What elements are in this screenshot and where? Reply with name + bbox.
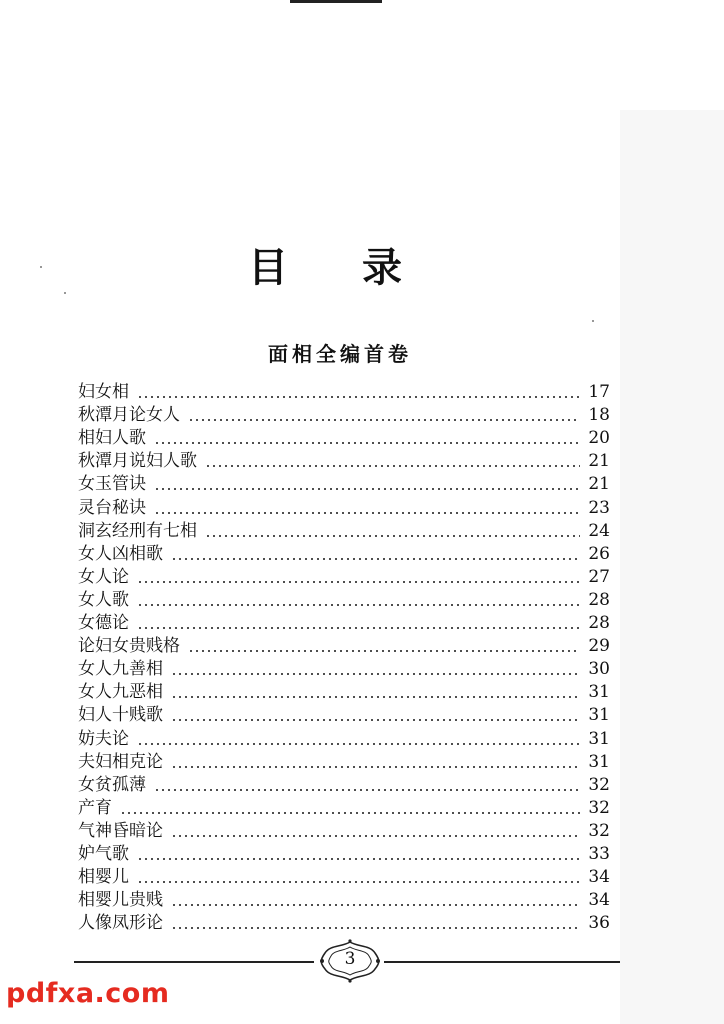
toc-entry (78, 681, 610, 704)
footer-rule-right (384, 961, 620, 963)
table-of-contents (78, 381, 610, 935)
toc-entry (78, 404, 610, 427)
toc-leader-dots (137, 396, 580, 398)
toc-entry-title: 妇女相 (78, 382, 129, 403)
toc-entry-title: 相婴儿 (78, 867, 129, 888)
toc-leader-dots (137, 881, 580, 883)
toc-entry (78, 566, 610, 589)
toc-entry-page: 34 (588, 867, 610, 888)
toc-entry (78, 658, 610, 681)
toc-entry (78, 820, 610, 843)
toc-entry-page: 27 (588, 566, 610, 587)
toc-entry-title: 女玉管诀 (78, 474, 146, 495)
toc-entry-title: 女人论 (78, 566, 129, 587)
page-title: 目 录 (248, 244, 432, 291)
toc-entry (78, 797, 610, 820)
toc-entry-title: 洞玄经刑有七相 (78, 520, 197, 541)
toc-leader-dots (188, 650, 580, 652)
toc-entry-title: 产育 (78, 797, 112, 818)
toc-entry (78, 751, 610, 774)
top-edge-mark (290, 0, 382, 3)
toc-leader-dots (171, 719, 580, 721)
section-title: 面相全编首卷 (268, 342, 412, 366)
toc-entry-page: 34 (588, 890, 610, 911)
toc-entry-page: 23 (588, 497, 610, 518)
toc-entry-title: 灵台秘诀 (78, 497, 146, 518)
toc-entry-page: 29 (588, 636, 610, 657)
toc-leader-dots (205, 465, 580, 467)
toc-entry-title: 相妇人歌 (78, 428, 146, 449)
toc-entry-page: 33 (588, 843, 610, 864)
toc-entry (78, 635, 610, 658)
toc-entry (78, 450, 610, 473)
toc-entry-title: 女贫孤薄 (78, 774, 146, 795)
toc-entry-page: 36 (588, 913, 610, 934)
toc-entry-title: 夫妇相克论 (78, 751, 163, 772)
toc-entry-page: 28 (588, 589, 610, 610)
toc-entry-page: 32 (588, 820, 610, 841)
toc-entry (78, 496, 610, 519)
toc-entry-page: 21 (588, 451, 610, 472)
toc-entry-page: 31 (588, 751, 610, 772)
toc-entry-title: 人像凤形论 (78, 913, 163, 934)
toc-leader-dots (171, 696, 580, 698)
toc-entry-title: 妨夫论 (78, 728, 129, 749)
toc-entry-title: 秋潭月说妇人歌 (78, 451, 197, 472)
toc-entry (78, 774, 610, 797)
toc-leader-dots (171, 927, 580, 929)
toc-entry-title: 女德论 (78, 613, 129, 634)
toc-entry (78, 381, 610, 404)
toc-entry-page: 28 (588, 613, 610, 634)
toc-entry-title: 女人凶相歌 (78, 543, 163, 564)
toc-leader-dots (171, 673, 580, 675)
toc-entry-page: 18 (588, 405, 610, 426)
toc-leader-dots (137, 581, 580, 583)
watermark: pdfxa.com (6, 978, 170, 1009)
toc-entry (78, 704, 610, 727)
toc-entry-page: 20 (588, 428, 610, 449)
toc-entry (78, 612, 610, 635)
toc-entry-page: 21 (588, 474, 610, 495)
toc-leader-dots (120, 812, 580, 814)
toc-entry (78, 912, 610, 935)
toc-entry-page: 31 (588, 705, 610, 726)
toc-leader-dots (137, 627, 580, 629)
toc-leader-dots (171, 835, 580, 837)
toc-entry-title: 相婴儿贵贱 (78, 890, 163, 911)
toc-entry (78, 473, 610, 496)
toc-entry (78, 543, 610, 566)
toc-entry (78, 843, 610, 866)
toc-entry-title: 气神昏暗论 (78, 820, 163, 841)
toc-leader-dots (171, 558, 580, 560)
toc-entry-page: 26 (588, 543, 610, 564)
page-number: 3 (344, 949, 356, 969)
scan-speck (40, 266, 42, 268)
toc-leader-dots (171, 766, 580, 768)
toc-entry-page: 32 (588, 774, 610, 795)
toc-entry (78, 889, 610, 912)
toc-entry-page: 24 (588, 520, 610, 541)
toc-entry-title: 女人九恶相 (78, 682, 163, 703)
scan-speck (64, 292, 66, 294)
toc-leader-dots (154, 442, 580, 444)
toc-entry-title: 女人歌 (78, 589, 129, 610)
toc-leader-dots (188, 419, 580, 421)
toc-entry-page: 31 (588, 728, 610, 749)
toc-entry (78, 427, 610, 450)
toc-leader-dots (137, 858, 580, 860)
toc-leader-dots (137, 604, 580, 606)
footer-rule-left (74, 961, 314, 963)
toc-entry-title: 秋潭月论女人 (78, 405, 180, 426)
toc-entry-page: 31 (588, 682, 610, 703)
toc-entry (78, 520, 610, 543)
toc-leader-dots (171, 904, 580, 906)
toc-leader-dots (205, 535, 580, 537)
toc-leader-dots (154, 512, 580, 514)
scan-speck (592, 320, 594, 322)
toc-entry-page: 32 (588, 797, 610, 818)
toc-leader-dots (154, 789, 580, 791)
toc-entry-title: 妇人十贱歌 (78, 705, 163, 726)
toc-entry-page: 17 (588, 382, 610, 403)
toc-entry (78, 866, 610, 889)
toc-entry-title: 女人九善相 (78, 659, 163, 680)
toc-entry-title: 论妇女贵贱格 (78, 636, 180, 657)
toc-leader-dots (154, 488, 580, 490)
toc-entry (78, 589, 610, 612)
toc-entry-title: 妒气歌 (78, 843, 129, 864)
toc-entry-page: 30 (588, 659, 610, 680)
toc-leader-dots (137, 743, 580, 745)
toc-entry (78, 727, 610, 750)
